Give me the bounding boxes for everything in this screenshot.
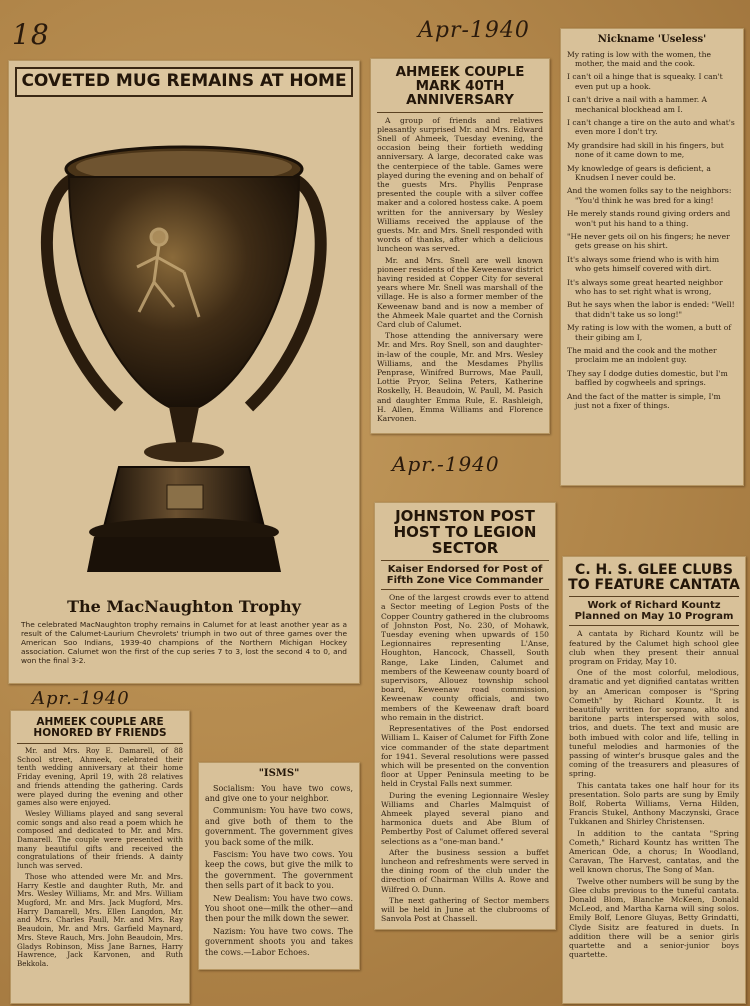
paragraph: Those attending the anniversary were Mr. and Mrs. Roy Snell, son and daughter-in-law of the couple, Mr. and Mrs. Wesley Williams, and the Mesdames Phyllis Penprase, Winifred Burrows, Mae Paull, Lottie Pryor, Selina Peters, Katherine Roskelly, H. Beaudoin, W. Paull, M. Pasich and daughter Emma Rule, E. Rashleigh, H. Allen, Emma Williams and Florence Karvonen. [377, 331, 543, 424]
glee-headline: C. H. S. GLEE CLUBS TO FEATURE CANTATA [568, 562, 740, 593]
page-number: 18 [12, 18, 50, 51]
paragraph: Twelve other numbers will be sung by the Glee clubs previous to the tuneful cantata. Donald Blom, Blanche McKeen, Donald McLeod, and Martha Karna will sing solos. Emily Bolf, Lenore Gluyas, Betty Grindatti, Clyde Sisitz are featured in duets. In addition there will be a senior girls quartette and a senior-junior boys quartette. [569, 876, 739, 960]
poem-line: They say I dodge duties domestic, but I'm baffled by cogwheels and springs. [567, 368, 728, 388]
paragraph: A group of friends and relatives pleasantly surprised Mr. and Mrs. Edward Snell of Ahmeek, Tuesday evening, the occasion being their fortieth wedding anniversary. A large, decorated cake was the centerpiece of the table. Games were played during the evening and on behalf of the guests Mrs. Phyllis Penprase presented the couple with a silver coffee maker and a colored hostess cake. A poem written for the anniversary by Wesley Williams received the applause of the guests. Mr. and Mrs. Snell responded with words of thanks, after which a delicious luncheon was served. [377, 115, 543, 254]
rule [569, 625, 739, 626]
rule [569, 596, 739, 597]
poem-line: And the women folks say to the neighbors: "You'd think he was bred for a king! [567, 186, 732, 205]
glee-clipping [562, 556, 746, 1004]
poem-clipping [560, 28, 744, 486]
ahmeek-40th-clipping [370, 58, 550, 434]
paragraph: Representatives of the Post endorsed William L. Kaiser of Calumet for Fifth Zone vice commander of the state department for 1941. Several resolutions were passed which will be presented on the convention floor at Upper Peninsula meeting to be held in Crystal Falls next summer. [381, 724, 549, 789]
trophy-photo [9, 107, 359, 587]
trophy-caption-block [9, 599, 359, 669]
paragraph: In addition to the cantata "Spring Cometh," Richard Kountz has written The American Ode, a chorus; In Woodland, Caravan, The Harvest, cantatas, and the well known chorus, The Song of Man. [569, 828, 739, 875]
paragraph: Mr. and Mrs. Roy E. Damarell, of 88 School street, Ahmeek, celebrated their tenth wedding anniversary at their home Friday evening, April 19, with 28 relatives and friends attending the gathering. Cards were played during the evening and other games also were enjoyed. [17, 746, 183, 808]
poem-line: He merely stands round giving orders and won't put his hand to a thing. [567, 209, 731, 228]
poem-line: "He never gets oil on his fingers; he never gets grease on his shirt. [567, 232, 730, 251]
poem-line: I can't oil a hinge that is squeaky. I can't even put up a hook. [567, 72, 723, 91]
ahmeek-40th-headline: AHMEEK COUPLE MARK 40TH ANNIVERSARY [395, 64, 525, 109]
ahmeek-honored-body [17, 747, 183, 969]
isms-clipping [198, 762, 360, 970]
johnston-subhead: Kaiser Endorsed for Post of Fifth Zone Vice Commander [386, 564, 544, 587]
paragraph: One of the most colorful, melodious, dramatic and yet dignified cantatas written by an American composer is "Spring Cometh" by Richard Kountz. It is beautifully written for soprano, alto and baritone parts interspersed with solos, trios, and duets. The text and music are both imbued with color and life, telling in tuneful melodies and harmonies of the passing of winter's brusque gales and the coming of the treasurers and pleasures of spring. [569, 668, 739, 779]
poem-line: But he says when the labor is ended: "Well! that didn't take us so long!" [567, 300, 735, 319]
poem-line: It's always some great hearted neighbor who has to set right what is wrong, [567, 277, 723, 297]
date-note-top: Apr-1940 [418, 18, 530, 43]
poem-line: I can't change a tire on the auto and what's even more I don't try. [567, 117, 735, 137]
paragraph: Fascism: You have two cows. You keep the cows, but give the milk to the government. The government then sells part of it back to you. [205, 849, 353, 891]
paragraph: Mr. and Mrs. Snell are well known pioneer residents of the Keweenaw district having resided at Copper City for several years where Mr. Snell was marshall of the village. He is also a former member of the Keweenaw band and is now a member of the Ahmeek Male quartet and the Cornish Card club of Calumet. [377, 255, 543, 329]
poem-line: My grandsire had skill in his fingers, but none of it came down to me, [567, 140, 724, 160]
paragraph: Those who attended were Mr. and Mrs. Harry Kestle and daughter Ruth, Mr. and Mrs. Wesley Williams, Mr. and Mrs. William Mugford, Mr. and Mrs. Jack Mugford, Mrs. Harry Damarell, Mrs. Ellen Langdon, Mr. and Mrs. Charles Paull, Mr. and Mrs. Ray Beaudoin, Mr. and Mrs. Garfield Maynard, Mrs. Steve Rauch, Mrs. John Beaudoin, Mrs. Gladys Robinson, Miss Jane Barnes, Harry Hawrence, Jack Karvonen, and Ruth Bekkola. [17, 871, 183, 968]
paragraph: Communism: You have two cows, and give both of them to the government. The government gives you back some of the milk. [205, 806, 353, 847]
isms-title: "ISMS" [258, 768, 300, 779]
date-note-left: Apr.-1940 [32, 688, 130, 709]
ahmeek-honored-clipping [10, 710, 190, 1004]
date-note-mid: Apr.-1940 [392, 452, 500, 476]
isms-body [205, 784, 353, 959]
trophy-headline-box [15, 67, 353, 97]
poem-line: I can't drive a nail with a hammer. A mechanical blockhead am I. [567, 95, 708, 114]
poem-line: My rating is low with the women, the mother, the maid and the cook. [567, 49, 711, 68]
poem-line: The maid and the cook and the mother proclaim me an indolent guy. [567, 346, 717, 365]
trophy-headline: COVETED MUG REMAINS AT HOME [21, 71, 347, 91]
johnston-headline: JOHNSTON POST HOST TO LEGION SECTOR [393, 507, 537, 557]
paragraph: The next gathering of Sector members will be held in June at the clubrooms of Sanvola Post at Chassell. [381, 895, 549, 924]
rule [17, 743, 183, 744]
poem-line: It's always some friend who is with him who gets himself covered with dirt. [567, 254, 720, 274]
rule [377, 112, 543, 113]
johnston-body [381, 593, 549, 923]
paragraph: This cantata takes one half hour for its presentation. Solo parts are sung by Emily Bolf, Roberta Williams, Verna Hilden, Francis Stukel, Anthony Maczynski, Grace Tukkanen and Shirley Christensen. [569, 780, 739, 827]
paragraph: After the business session a buffet luncheon and refreshments were served in the dining room of the club under the direction of Chairman Willis A. Rowe and Wilfred O. Dunn. [381, 847, 549, 894]
glee-body [569, 629, 739, 959]
ahmeek-40th-body [377, 116, 543, 424]
trophy-caption: The celebrated MacNaughton trophy remains in Calumet for at least another year as a result of the Calumet-Laurium Chevrolets' triumph in two out of three games over the American Soo Indians, 1939-40 champions of the Northern Michigan Hockey association. Calumet won the first of the cup series 7 to 3, lost the second 4 to 0, and won the final 3-2. [21, 619, 347, 665]
poem-line: And the fact of the matter is simple, I'm just not a fixer of things. [567, 391, 721, 411]
paragraph: Wesley Williams played and sang several comic songs and also read a poem which he composed and dedicated to Mr. and Mrs. Damarell. The couple were presented with many beautiful gifts and received the congratulations of their friends. A dainty lunch was served. [17, 808, 183, 871]
rule [381, 560, 549, 561]
paragraph: During the evening Legionnaire Wesley Williams and Charles Malmquist of Ahmeek played several piano and harmonica duets and Abe Blum of Pembertby Post of Calumet offered several selections as a "one-man band." [381, 790, 549, 846]
rule [381, 589, 549, 590]
johnston-clipping [374, 502, 556, 930]
ahmeek-honored-headline: AHMEEK COUPLE ARE HONORED BY FRIENDS [33, 716, 167, 740]
paragraph: Nazism: You have two cows. The government shoots you and takes the cows.—Labor Echoes. [205, 926, 353, 957]
trophy-clipping [8, 60, 360, 684]
glee-subhead: Work of Richard Kountz Planned on May 10 Program [574, 600, 734, 623]
paragraph: Socialism: You have two cows, and give one to your neighbor. [205, 783, 353, 803]
paragraph: A cantata by Richard Kountz will be featured by the Calumet high school glee club when they present their annual program on Friday, May 10. [569, 629, 739, 666]
paragraph: New Dealism: You have two cows. You shoot one—milk the other—and then pour the milk down the sewer. [205, 893, 353, 924]
poem-line: My knowledge of gears is deficient, a Knudsen I never could be. [567, 163, 711, 182]
poem-title: Nickname 'Useless' [597, 34, 707, 45]
paragraph: One of the largest crowds ever to attend a Sector meeting of Legion Posts of the Copper Country gathered in the clubrooms of Johnston Post, No. 230, of Mohawk, Tuesday evening when upwards of 150 Legionnaires representing L'Anse, Houghton, Hancock, Chassell, South Range, Lake Linden, Calumet and members of the Keweenaw county board of supervisors, Allouez township school board, Keweenaw road commission, Keweenaw county officials, and two members of the Keweenaw draft board who remain in the district. [381, 593, 549, 722]
poem-line: My rating is low with the women, a butt of their gibing am I, [567, 323, 732, 342]
trophy-caption-title: The MacNaughton Trophy [67, 597, 301, 616]
poem-body [567, 50, 737, 411]
